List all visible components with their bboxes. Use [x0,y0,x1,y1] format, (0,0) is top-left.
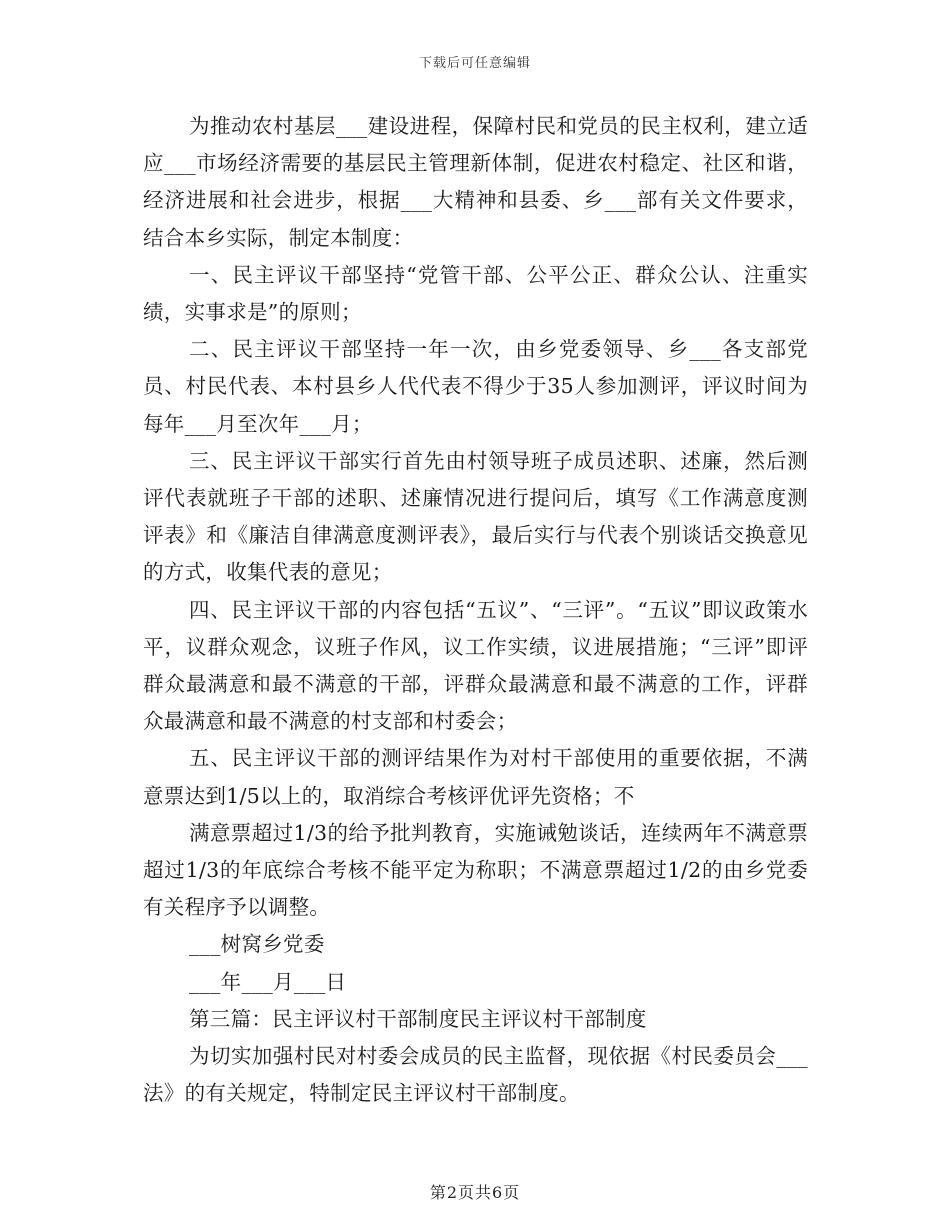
paragraph-item-5: 五、民主评议干部的测评结果作为对村干部使用的重要依据，不满意票达到1/5以上的，取消综合考核评优评先资格；不 [143,746,808,808]
page-number: 第2页共6页 [429,1183,521,1202]
paragraph-item-3: 三、民主评议干部实行首先由村领导班子成员述职、述廉，然后测评代表就班子干部的述职、述廉情况进行提问后，填写《工作满意度测评表》和《廉洁自律满意度测评表》，最后实行与代表个别谈话交换意见的方式，收集代表的意见； [143,448,808,585]
paragraph-intro: 为推动农村基层___建设进程，保障村民和党员的民主权利，建立适应___市场经济需要的基层民主管理新体制，促进农村稳定、社区和谐，经济进展和社会进步，根据___大精神和县委、乡___部有关文件要求，结合本乡实际，制定本制度： [143,114,808,250]
paragraph-item-1: 一、民主评议干部坚持“党管干部、公平公正、群众公认、注重实绩，实事求是”的原则； [143,262,808,325]
paragraph-item-5-continued: 满意票超过1/3的给予批判教育，实施诫勉谈话，连续两年不满意票超过1/3的年底综合考核不能平定为称职；不满意票超过1/2的由乡党委有关程序予以调整。 [143,820,808,920]
page-header-note: 下载后可任意编辑 [418,56,531,71]
paragraph-item-4: 四、民主评议干部的内容包括“五议”、“三评”。“五议”即议政策水平，议群众观念，议班子作风，议工作实绩，议进展措施；“三评”即评群众最满意和最不满意的干部，评群众最满意和最不满意的工作，评群众最满意和最不满意的村支部和村委会； [143,597,808,734]
signoff-organization: ___树窝乡党委 [189,932,325,957]
signoff-date: ___年___月___日 [189,969,347,994]
paragraph-section-intro: 为切实加强村民对村委会成员的民主监督，现依据《村民委员会___法》的有关规定，特制定民主评议村干部制度。 [143,1044,808,1106]
paragraph-item-2: 二、民主评议干部坚持一年一次，由乡党委领导、乡___各支部党员、村民代表、本村县乡人代代表不得少于35人参加测评，评议时间为每年___月至次年___月； [143,337,808,436]
section-heading: 第三篇：民主评议村干部制度民主评议村干部制度 [189,1006,647,1031]
document-body [143,108,808,1112]
